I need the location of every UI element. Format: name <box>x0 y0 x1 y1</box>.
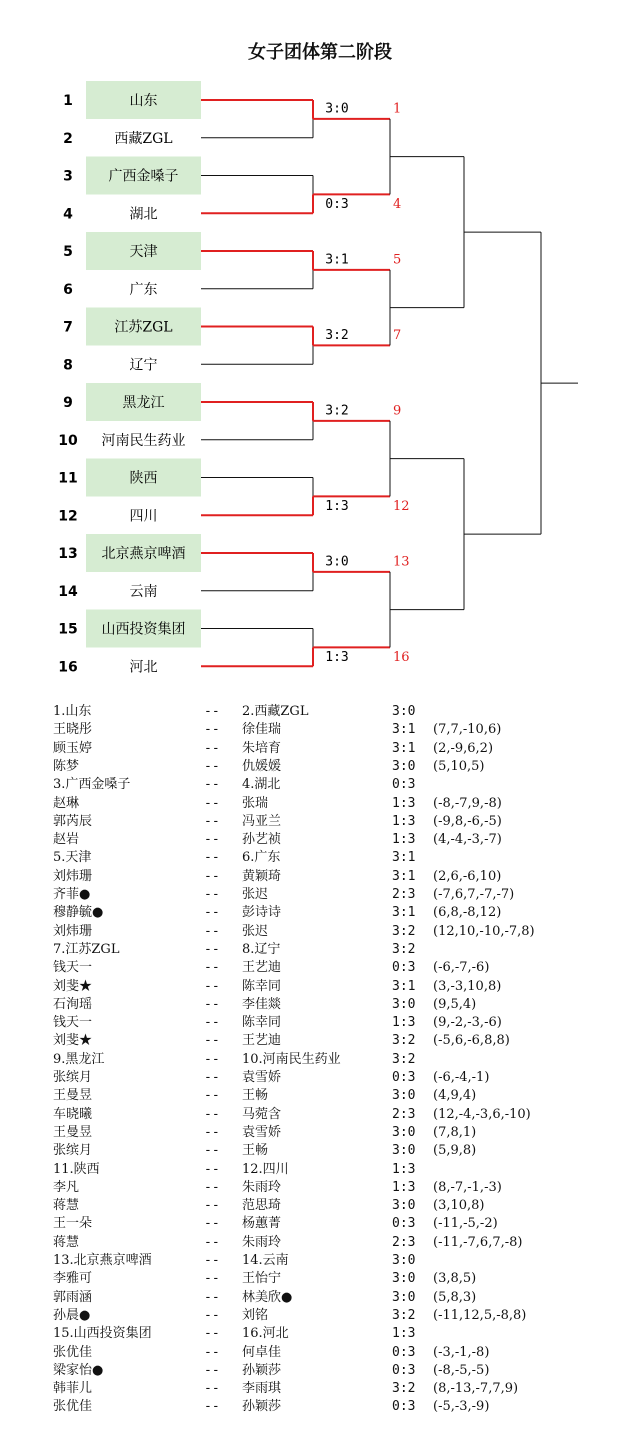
game-scores: (2,-9,6,2) <box>433 740 494 756</box>
player-b: 范思琦 <box>242 1198 282 1214</box>
match-score: 3:0 <box>392 996 416 1012</box>
game-scores: (-11,-7,6,7,-8) <box>433 1234 523 1250</box>
separator: -- <box>204 1344 220 1360</box>
match-score: 3:1 <box>325 252 349 268</box>
separator: -- <box>204 1198 220 1214</box>
separator: -- <box>204 905 220 921</box>
seed-number: 7 <box>63 319 73 336</box>
match-score: 1:3 <box>392 795 416 811</box>
player-a: 梁家怡● <box>53 1362 104 1378</box>
match-score: 3:2 <box>392 1051 416 1067</box>
team-name: 西藏ZGL <box>114 130 173 147</box>
match-score: 3:0 <box>325 554 349 570</box>
game-scores: (2,6,-6,10) <box>433 868 502 884</box>
player-a: 齐菲● <box>53 887 91 902</box>
player-b: 2.西藏ZGL <box>242 704 309 719</box>
player-a: 李雅可 <box>53 1271 93 1287</box>
player-b: 冯亚兰 <box>242 813 282 829</box>
separator: -- <box>204 887 220 902</box>
seed-number: 1 <box>63 93 73 109</box>
player-a: 车晓曦 <box>53 1106 93 1122</box>
separator: -- <box>204 996 220 1012</box>
game-scores: (-3,-1,-8) <box>433 1344 490 1360</box>
separator: -- <box>204 813 220 829</box>
player-b: 袁雪娇 <box>242 1124 282 1140</box>
match-score: 3:1 <box>392 722 416 738</box>
match-score: 2:3 <box>392 1234 416 1250</box>
team-name: 山西投资集团 <box>101 621 186 638</box>
match-score: 3:2 <box>392 1033 416 1049</box>
match-score: 3:2 <box>392 1307 416 1323</box>
match-score: 0:3 <box>392 1362 416 1378</box>
separator: -- <box>204 1106 220 1122</box>
player-a: 11.陕西 <box>53 1161 100 1177</box>
separator: -- <box>204 1070 220 1085</box>
match-score: 1:3 <box>325 498 349 514</box>
match-score: 3:1 <box>392 850 416 866</box>
team-name: 云南 <box>129 583 158 600</box>
player-a: 郭雨涵 <box>53 1289 93 1305</box>
player-b: 孙艺祯 <box>242 832 282 848</box>
player-a: 13.北京燕京啤酒 <box>53 1253 152 1268</box>
player-a: 蒋慧 <box>53 1234 80 1250</box>
separator: -- <box>204 795 220 811</box>
match-score: 3:0 <box>392 704 416 719</box>
separator: -- <box>204 1088 220 1104</box>
match-score: 1:3 <box>325 649 349 665</box>
player-b: 张迟 <box>242 887 269 902</box>
player-a: 9.黑龙江 <box>53 1051 105 1067</box>
match-score: 1:3 <box>392 1161 416 1177</box>
separator: -- <box>204 758 220 774</box>
game-scores: (3,10,8) <box>433 1198 485 1214</box>
game-scores: (-5,6,-6,8,8) <box>433 1033 510 1049</box>
match-score: 3:0 <box>392 1289 416 1305</box>
player-b: 黄颖琦 <box>242 868 282 884</box>
separator: -- <box>204 1015 220 1031</box>
match-score: 1:3 <box>392 1326 416 1342</box>
separator: -- <box>204 1161 220 1177</box>
team-name: 四川 <box>129 508 158 525</box>
game-scores: (4,-4,-3,-7) <box>433 832 502 848</box>
game-scores: (4,9,4) <box>433 1088 477 1104</box>
advancing-seed: 4 <box>393 196 402 212</box>
team-name: 广东 <box>129 281 158 298</box>
player-b: 彭诗诗 <box>242 905 282 921</box>
player-b: 徐佳瑞 <box>242 722 282 738</box>
player-b: 孙颖莎 <box>242 1362 282 1378</box>
seed-number: 6 <box>63 281 73 298</box>
match-score: 3:1 <box>392 905 416 921</box>
player-a: 张缤月 <box>53 1143 93 1159</box>
player-b: 王畅 <box>242 1143 269 1159</box>
match-score: 1:3 <box>392 1015 416 1031</box>
game-scores: (-11,-5,-2) <box>433 1216 498 1232</box>
game-scores: (-6,-4,-1) <box>433 1070 490 1085</box>
separator: -- <box>204 1033 220 1049</box>
player-b: 杨蕙菁 <box>242 1216 282 1232</box>
seed-number: 4 <box>63 206 73 223</box>
match-score: 3:0 <box>392 1253 416 1268</box>
game-scores: (-8,-5,-5) <box>433 1362 490 1378</box>
player-a: 张优佳 <box>53 1399 93 1415</box>
match-score: 3:2 <box>392 923 416 939</box>
player-a: 陈梦 <box>53 758 80 774</box>
player-b: 袁雪娇 <box>242 1070 282 1085</box>
match-score: 3:0 <box>392 1198 416 1214</box>
match-score: 0:3 <box>392 1216 416 1232</box>
team-name: 湖北 <box>129 206 158 223</box>
seed-number: 5 <box>63 244 73 260</box>
advancing-seed: 16 <box>393 649 410 665</box>
seed-number: 9 <box>63 395 73 411</box>
player-a: 刘炜珊 <box>53 868 93 884</box>
separator: -- <box>204 777 220 793</box>
game-scores: (8,-13,-7,7,9) <box>433 1381 519 1397</box>
player-b: 林美欣● <box>242 1289 293 1305</box>
separator: -- <box>204 1234 220 1250</box>
game-scores: (8,-7,-1,-3) <box>433 1179 502 1195</box>
player-b: 张瑞 <box>242 795 269 811</box>
match-score: 3:0 <box>325 101 349 117</box>
separator: -- <box>204 722 220 738</box>
player-a: 钱天一 <box>53 1015 93 1031</box>
separator: -- <box>204 1143 220 1159</box>
player-a: 王曼昱 <box>53 1124 93 1140</box>
advancing-seed: 7 <box>393 327 402 343</box>
game-scores: (5,9,8) <box>433 1143 477 1159</box>
separator: -- <box>204 1381 220 1397</box>
match-score: 1:3 <box>392 1179 416 1195</box>
match-score: 0:3 <box>392 960 416 976</box>
separator: -- <box>204 868 220 884</box>
game-scores: (-5,-3,-9) <box>433 1399 490 1415</box>
player-a: 刘斐★ <box>53 1033 93 1049</box>
match-score: 3:2 <box>392 941 416 957</box>
player-b: 孙颖莎 <box>242 1399 282 1415</box>
player-b: 14.云南 <box>242 1253 289 1268</box>
game-scores: (5,10,5) <box>433 758 485 774</box>
game-scores: (9,-2,-3,-6) <box>433 1015 502 1031</box>
team-name: 广西金嗓子 <box>108 168 179 185</box>
seed-number: 15 <box>58 621 78 638</box>
player-b: 王畅 <box>242 1088 269 1104</box>
player-a: 刘斐★ <box>53 978 93 994</box>
player-a: 王曼昱 <box>53 1088 93 1104</box>
player-a: 李凡 <box>53 1179 80 1195</box>
player-a: 张优佳 <box>53 1344 93 1360</box>
team-name: 黑龙江 <box>122 395 165 411</box>
player-a: 孙晨● <box>53 1307 91 1323</box>
separator: -- <box>204 1362 220 1378</box>
player-a: 石洵瑶 <box>53 996 93 1012</box>
separator: -- <box>204 960 220 976</box>
match-score: 0:3 <box>392 777 416 793</box>
game-scores: (5,8,3) <box>433 1289 477 1305</box>
game-scores: (9,5,4) <box>433 996 477 1012</box>
separator: -- <box>204 1253 220 1268</box>
match-score: 3:1 <box>392 868 416 884</box>
separator: -- <box>204 1289 220 1305</box>
player-b: 刘铭 <box>242 1307 269 1323</box>
team-name: 天津 <box>129 244 158 260</box>
player-a: 赵岩 <box>53 832 80 848</box>
team-name: 山东 <box>129 93 158 109</box>
match-score: 1:3 <box>392 832 416 848</box>
player-a: 顾玉婷 <box>53 740 93 756</box>
match-score: 1:3 <box>392 813 416 829</box>
separator: -- <box>204 1307 220 1323</box>
game-scores: (7,7,-10,6) <box>433 722 502 738</box>
player-a: 5.天津 <box>53 850 92 866</box>
seed-number: 10 <box>58 432 78 449</box>
team-name: 北京燕京啤酒 <box>101 546 186 562</box>
player-b: 16.河北 <box>242 1326 289 1342</box>
player-b: 李佳燚 <box>242 996 282 1012</box>
game-scores: (12,10,-10,-7,8) <box>433 923 535 939</box>
player-b: 10.河南民生药业 <box>242 1051 341 1067</box>
advancing-seed: 1 <box>393 101 402 117</box>
match-score: 0:3 <box>392 1344 416 1360</box>
match-score: 2:3 <box>392 887 416 902</box>
separator: -- <box>204 1399 220 1415</box>
game-scores: (6,8,-8,12) <box>433 905 502 921</box>
player-b: 王艺迪 <box>242 960 282 976</box>
advancing-seed: 9 <box>393 403 402 419</box>
player-b: 朱雨玲 <box>242 1234 282 1250</box>
player-a: 郭芮辰 <box>53 813 93 829</box>
match-score: 0:3 <box>392 1070 416 1085</box>
advancing-seed: 12 <box>393 498 410 514</box>
player-b: 8.辽宁 <box>242 941 281 957</box>
match-score: 3:2 <box>325 327 349 343</box>
player-b: 马菀含 <box>242 1106 282 1122</box>
separator: -- <box>204 1051 220 1067</box>
game-scores: (3,-3,10,8) <box>433 978 502 994</box>
match-score: 3:0 <box>392 758 416 774</box>
game-scores: (-8,-7,9,-8) <box>433 795 502 811</box>
team-name: 河南民生药业 <box>101 432 186 449</box>
game-scores: (-9,8,-6,-5) <box>433 813 502 829</box>
player-a: 张缤月 <box>53 1070 93 1085</box>
player-b: 4.湖北 <box>242 777 281 793</box>
seed-number: 3 <box>63 168 73 185</box>
separator: -- <box>204 923 220 939</box>
player-b: 仇媛媛 <box>242 758 282 774</box>
match-score: 0:3 <box>325 196 349 212</box>
match-score: 3:1 <box>392 978 416 994</box>
game-scores: (-11,12,5,-8,8) <box>433 1307 527 1323</box>
player-a: 穆静毓● <box>53 905 104 921</box>
separator: -- <box>204 1326 220 1342</box>
separator: -- <box>204 1216 220 1232</box>
game-scores: (3,8,5) <box>433 1271 477 1287</box>
player-b: 陈幸同 <box>242 1015 282 1031</box>
separator: -- <box>204 740 220 756</box>
player-b: 张迟 <box>242 923 269 939</box>
seed-number: 11 <box>58 470 78 487</box>
player-b: 陈幸同 <box>242 978 282 994</box>
team-name: 辽宁 <box>129 357 158 374</box>
player-a: 王一朵 <box>53 1216 93 1232</box>
separator: -- <box>204 1124 220 1140</box>
separator: -- <box>204 832 220 848</box>
separator: -- <box>204 704 220 719</box>
player-b: 李雨琪 <box>242 1381 282 1397</box>
player-b: 王艺迪 <box>242 1033 282 1049</box>
match-score: 3:1 <box>392 740 416 756</box>
separator: -- <box>204 1179 220 1195</box>
player-a: 15.山西投资集团 <box>53 1326 152 1342</box>
game-scores: (12,-4,-3,6,-10) <box>433 1106 531 1122</box>
player-a: 1.山东 <box>53 704 92 719</box>
seed-number: 16 <box>58 659 78 676</box>
separator: -- <box>204 850 220 866</box>
match-score: 3:2 <box>392 1381 416 1397</box>
seed-number: 8 <box>63 357 73 374</box>
team-name: 陕西 <box>129 470 158 487</box>
player-b: 朱雨玲 <box>242 1179 282 1195</box>
page-title: 女子团体第二阶段 <box>248 42 392 63</box>
player-a: 7.江苏ZGL <box>53 941 120 957</box>
seed-number: 14 <box>58 583 78 600</box>
tournament-bracket <box>0 0 640 700</box>
separator: -- <box>204 1271 220 1287</box>
player-a: 钱天一 <box>53 960 93 976</box>
player-a: 韩菲儿 <box>53 1381 93 1397</box>
seed-number: 13 <box>58 546 78 562</box>
team-name: 河北 <box>129 659 158 676</box>
seed-number: 12 <box>58 508 78 525</box>
game-scores: (7,8,1) <box>433 1124 477 1140</box>
game-scores: (-7,6,7,-7,-7) <box>433 887 515 902</box>
player-a: 3.广西金嗓子 <box>53 777 131 793</box>
player-b: 何卓佳 <box>242 1344 282 1360</box>
advancing-seed: 5 <box>393 252 402 268</box>
advancing-seed: 13 <box>393 554 410 570</box>
player-b: 12.四川 <box>242 1161 289 1177</box>
player-b: 王怡宁 <box>242 1271 282 1287</box>
player-b: 朱培育 <box>242 740 282 756</box>
match-score: 0:3 <box>392 1399 416 1415</box>
player-a: 王晓彤 <box>53 722 93 738</box>
game-scores: (-6,-7,-6) <box>433 960 490 976</box>
separator: -- <box>204 941 220 957</box>
team-name: 江苏ZGL <box>114 319 173 336</box>
player-a: 赵琳 <box>53 795 80 811</box>
match-score: 3:0 <box>392 1143 416 1159</box>
match-score: 3:0 <box>392 1271 416 1287</box>
player-b: 6.广东 <box>242 850 281 866</box>
seed-number: 2 <box>63 130 73 147</box>
match-score: 3:0 <box>392 1124 416 1140</box>
player-a: 刘炜珊 <box>53 923 93 939</box>
match-score: 2:3 <box>392 1106 416 1122</box>
separator: -- <box>204 978 220 994</box>
match-score: 3:2 <box>325 403 349 419</box>
match-score: 3:0 <box>392 1088 416 1104</box>
player-a: 蒋慧 <box>53 1198 80 1214</box>
